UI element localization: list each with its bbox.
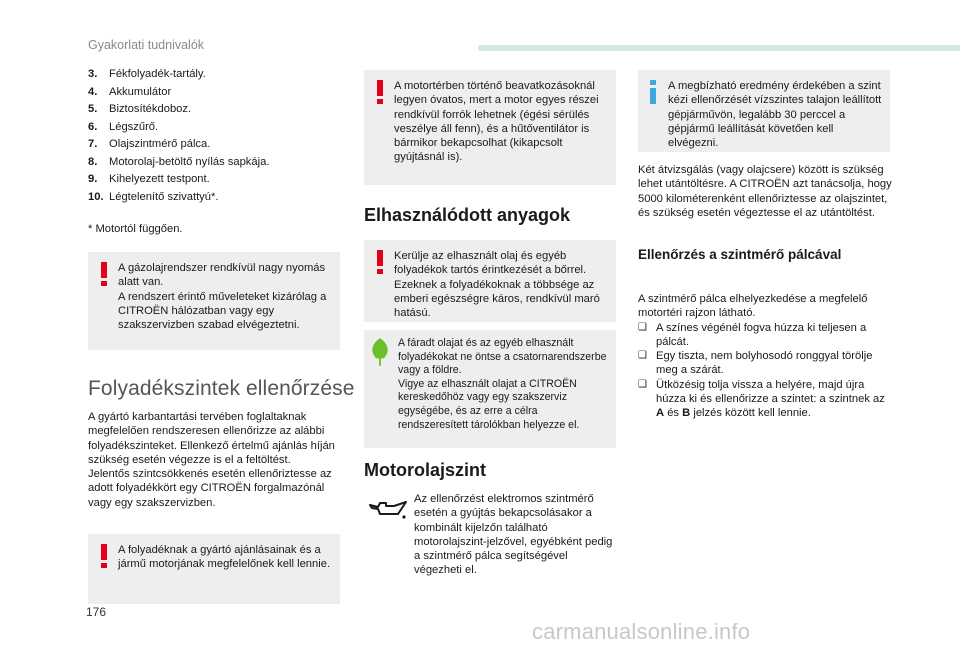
list-item: 10. Légtelenítő szivattyú*. — [88, 190, 219, 203]
section-title-used-materials: Elhasználódott anyagok — [364, 205, 571, 225]
warning-text: A folyadéknak a gyártó ajánlásainak és a jármű motorjának megfelelőnek kell lennie. — [118, 544, 331, 571]
warning-icon — [101, 262, 107, 286]
section-title-dipstick: Ellenőrzés a szintmérő pálcával — [638, 247, 842, 262]
page-number: 176 — [86, 605, 107, 619]
eco-text: A fáradt olajat és az egyéb elhasznált folyadékokat ne öntse a csatornarendszerbe vagy a földre. Vigye az elhasznált olajat a CITROËN kereskedőhöz vagy egy szakszerviz egységébe, és az erre a célra rendszeresített tárolókban helyezze el. — [398, 337, 607, 431]
list-item: 7. Olajszintmérő pálca. — [88, 138, 211, 150]
warning-box-used — [364, 240, 616, 322]
list-item: 6. Légszűrő. — [88, 120, 159, 133]
dipstick-steps — [638, 321, 894, 421]
warning-text: A motortérben történő beavatkozásoknál legyen óvatos, mert a motor egyes részei rendkívül forrók lehetnek (égési sérülés veszélye áll fenn), és a hűtőventilátor is bármikor bekapcsolhat (kikapcsolt gyújtásnál is). — [394, 80, 599, 164]
footnote: * Motortól függően. — [88, 223, 183, 235]
warning-text: A gázolajrendszer rendkívül nagy nyomás alatt van. A rendszert érintő műveleteket kizárólag a CITROËN hálózatban vagy egy szakszervizben szabad elvégeztetni. — [118, 262, 327, 332]
list-item: 5. Biztosítékdoboz. — [88, 103, 192, 115]
warning-icon — [377, 250, 383, 274]
column-1 — [88, 67, 340, 207]
list-item: ❑ Egy tiszta, nem bolyhosodó ronggyal törölje meg a szárát. — [638, 350, 873, 377]
eco-leaf-icon — [369, 338, 391, 366]
list-item: 9. Kihelyezett testpont. — [88, 173, 210, 185]
dipstick-instructions — [638, 292, 894, 421]
list-item: 4. Akkumulátor — [88, 85, 172, 98]
mark-b: B — [682, 407, 691, 420]
warning-text: Kerülje az elhasznált olaj és egyéb folyadékok tartós érintkezését a bőrrel. Ezeknek a folyadékoknak a többsége az emberi egészségre káros, rendkívül maró hatású. — [394, 250, 600, 320]
bullet-marker: ❑ — [638, 321, 647, 333]
warning-box-engine — [364, 70, 616, 185]
watermark: carmanualsonline.info — [532, 619, 751, 644]
oil-level-text: Az ellenőrzést elektromos szintmérő esetén a gyújtás bekapcsolásakor a kombinált kijelzőn található motorolajszint-jelzővel, egyébként pedig a szintmérő pálca segítségével végezheti el. — [414, 493, 613, 577]
warning-icon — [101, 544, 107, 568]
info-icon — [648, 80, 658, 104]
warning-icon — [377, 80, 383, 104]
list-item: ❑ A színes végénél fogva húzza ki teljesen a pálcát. — [638, 321, 867, 348]
section-title: Folyadékszintek ellenőrzése — [88, 377, 355, 400]
oil-can-icon — [368, 499, 408, 521]
dipstick-intro: A szintmérő pálca elhelyezkedése a megfelelő motortéri rajzon látható. — [638, 293, 868, 320]
paragraph-topup: Két átvizsgálás (vagy olajcsere) között is szükség lehet utántöltésre. A CITROËN azt tanácsolja, hogy 5000 kilométerenként ellenőriztesse az olajszintet, és szükség esetén végeztesse el az utántöltést. — [638, 164, 892, 219]
eco-box — [364, 330, 616, 448]
list-item: 8. Motorolaj-betöltő nyílás sapkája. — [88, 155, 270, 168]
component-list — [88, 67, 340, 207]
running-header: Gyakorlati tudnivalók — [88, 38, 205, 52]
header-bar — [478, 45, 960, 51]
list-item: ❑ Ütközésig tolja vissza a helyére, majd újra húzza ki és ellenőrizze a szintet: a szintnek az A és B jelzés között kell lennie. — [638, 378, 885, 420]
bullet-marker: ❑ — [638, 350, 647, 362]
info-text: A megbízható eredmény érdekében a szint kézi ellenőrzését vízszintes talajon leállított gépjárművön, legalább 30 perccel a gépjármű leállítását követően kell elvégezni. — [668, 80, 882, 150]
warning-box-2 — [88, 534, 340, 604]
section-title-oil-level: Motorolajszint — [364, 460, 486, 480]
list-item: 3. Fékfolyadék-tartály. — [88, 68, 206, 80]
info-box — [638, 70, 890, 152]
section-body: A gyártó karbantartási tervében foglaltaknak megfelelően rendszeresen ellenőrizze az alábbi folyadékszinteket. Ellenkező értelmű ajánlás híján szükség esetén végezze is el a feltöltést. Jelentős szintcsökkenés esetén ellenőriztesse az adott folyadékkört egy CITROËN forgalmazónál vagy egy szakszervizben. — [88, 411, 335, 509]
warning-box — [88, 252, 340, 350]
bullet-marker: ❑ — [638, 378, 647, 390]
mark-a: A — [656, 407, 665, 420]
